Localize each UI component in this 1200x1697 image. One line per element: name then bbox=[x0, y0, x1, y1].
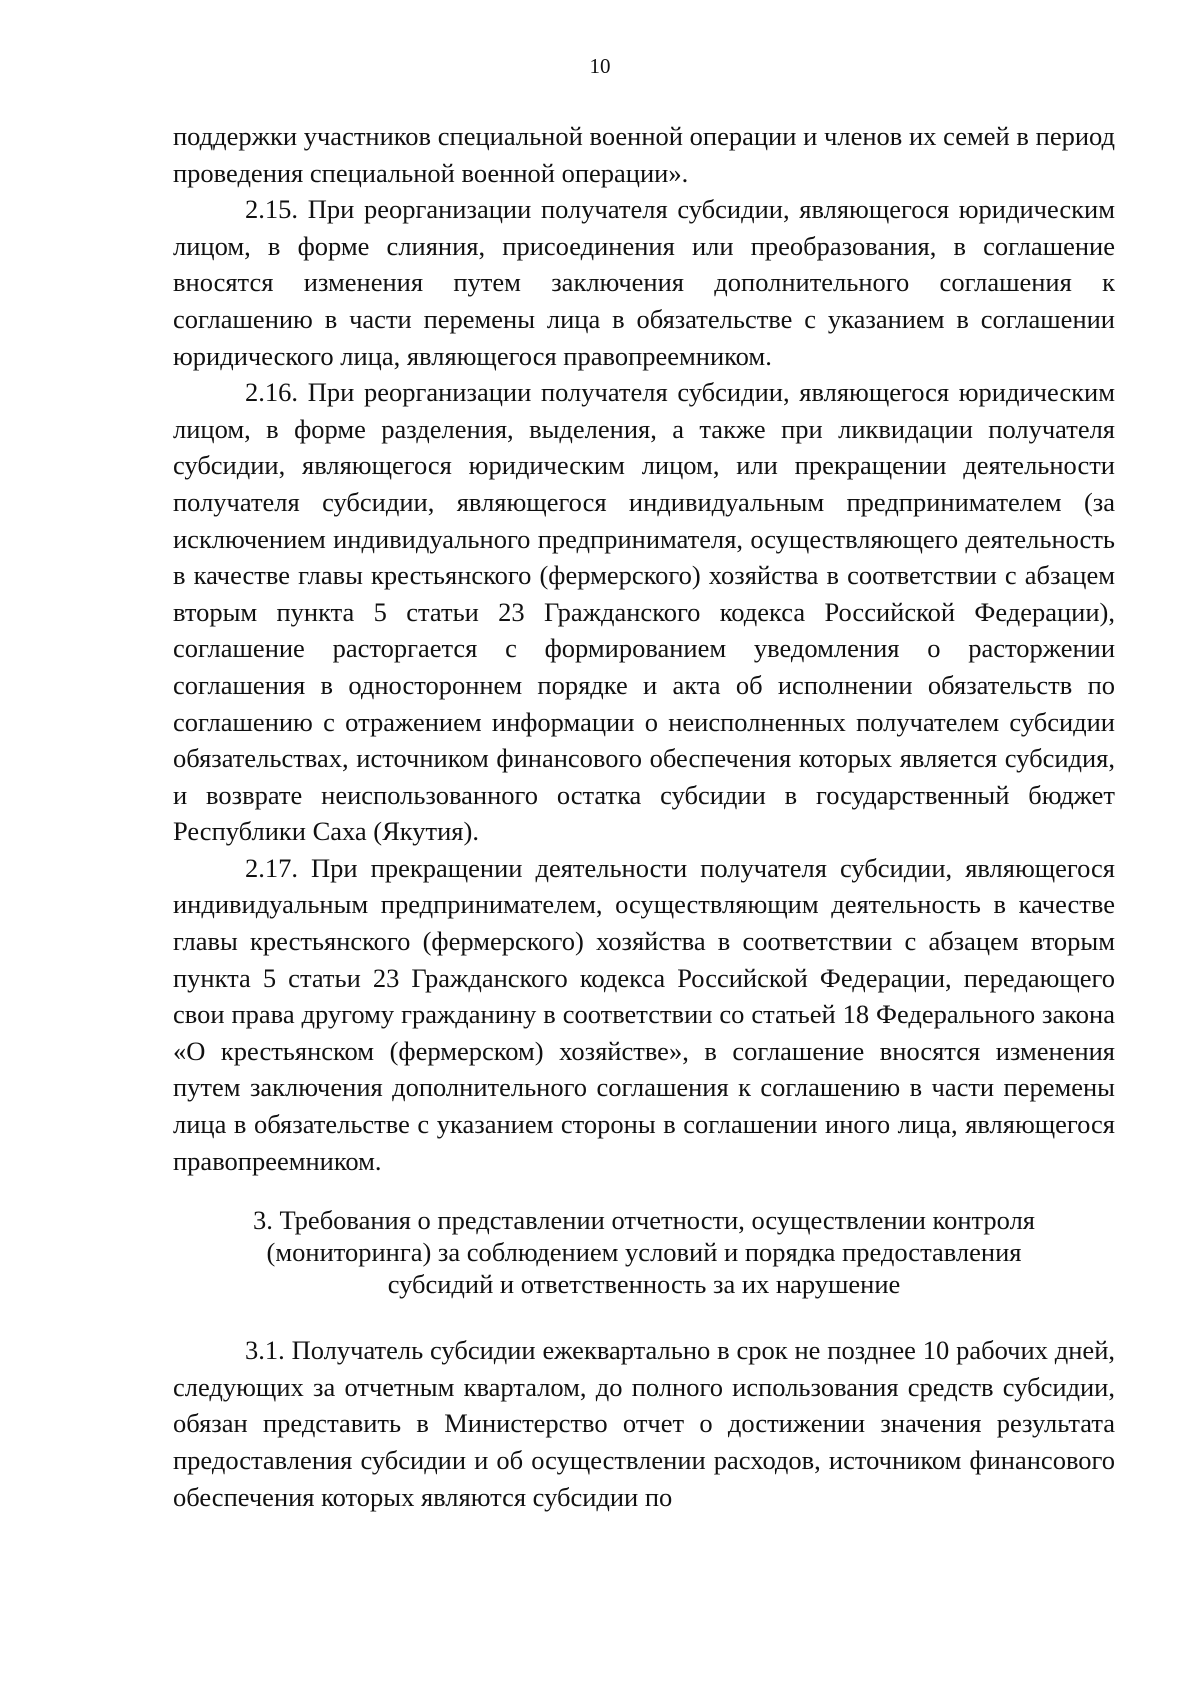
section-heading-line-3: субсидий и ответственность за их нарушение bbox=[387, 1269, 901, 1300]
section-heading-line-2: (мониторинга) за соблюдением условий и порядка предоставления bbox=[266, 1237, 1022, 1268]
page-number: 10 bbox=[589, 54, 611, 78]
paragraph-3-1: 3.1. Получатель субсидии ежеквартально в срок не позднее 10 рабочих дней, следующих за отчетным кварталом, до полного использования средств субсидии, обязан представить в Министерство отчет о достижении значения результата предоставления субсидии и об осуществлении расходов, источником финансового обеспечения которых являются субсидии по bbox=[173, 1335, 1115, 1512]
paragraph-continuation: поддержки участников специальной военной операции и членов их семей в период проведения специальной военной операции». bbox=[173, 121, 1115, 188]
document-body bbox=[173, 118, 1115, 1515]
paragraph-2-16: 2.16. При реорганизации получателя субсидии, являющегося юридическим лицом, в форме разделения, выделения, а также при ликвидации получателя субсидии, являющегося юридическим лицом, или прекращении деятельности получателя субсидии, являющегося индивидуальным предпринимателем (за исключением индивидуального предпринимателя, осуществляющего деятельность в качестве главы крестьянского (фермерского) хозяйства в соответствии с абзацем вторым пункта 5 статьи 23 Гражданского кодекса Российской Федерации), соглашение расторгается с формированием уведомления о расторжении соглашения в одностороннем порядке и акта об исполнении обязательств по соглашению с отражением информации о неисполненных получателем субсидии обязательствах, источником финансового обеспечения которых является субсидия, и возврате неиспользованного остатка субсидии в государственный бюджет Республики Саха (Якутия). bbox=[173, 377, 1115, 847]
section-heading-line-1: 3. Требования о представлении отчетности, осуществлении контроля bbox=[253, 1205, 1035, 1236]
paragraph-2-15: 2.15. При реорганизации получателя субсидии, являющегося юридическим лицом, в форме слияния, присоединения или преобразования, в соглашение вносятся изменения путем заключения дополнительного соглашения к соглашению в части перемены лица в обязательстве с указанием в соглашении юридического лица, являющегося правопреемником. bbox=[173, 194, 1115, 371]
section-3-heading bbox=[173, 1204, 1115, 1300]
paragraph-2-17: 2.17. При прекращении деятельности получателя субсидии, являющегося индивидуальным предпринимателем, осуществляющим деятельность в качестве главы крестьянского (фермерского) хозяйства в соответствии с абзацем вторым пункта 5 статьи 23 Гражданского кодекса Российской Федерации, передающего свои права другому гражданину в соответствии со статьей 18 Федерального закона «О крестьянском (фермерском) хозяйстве», в соглашение вносятся изменения путем заключения дополнительного соглашения к соглашению в части перемены лица в обязательстве с указанием стороны в соглашении иного лица, являющегося правопреемником. bbox=[173, 852, 1115, 1176]
